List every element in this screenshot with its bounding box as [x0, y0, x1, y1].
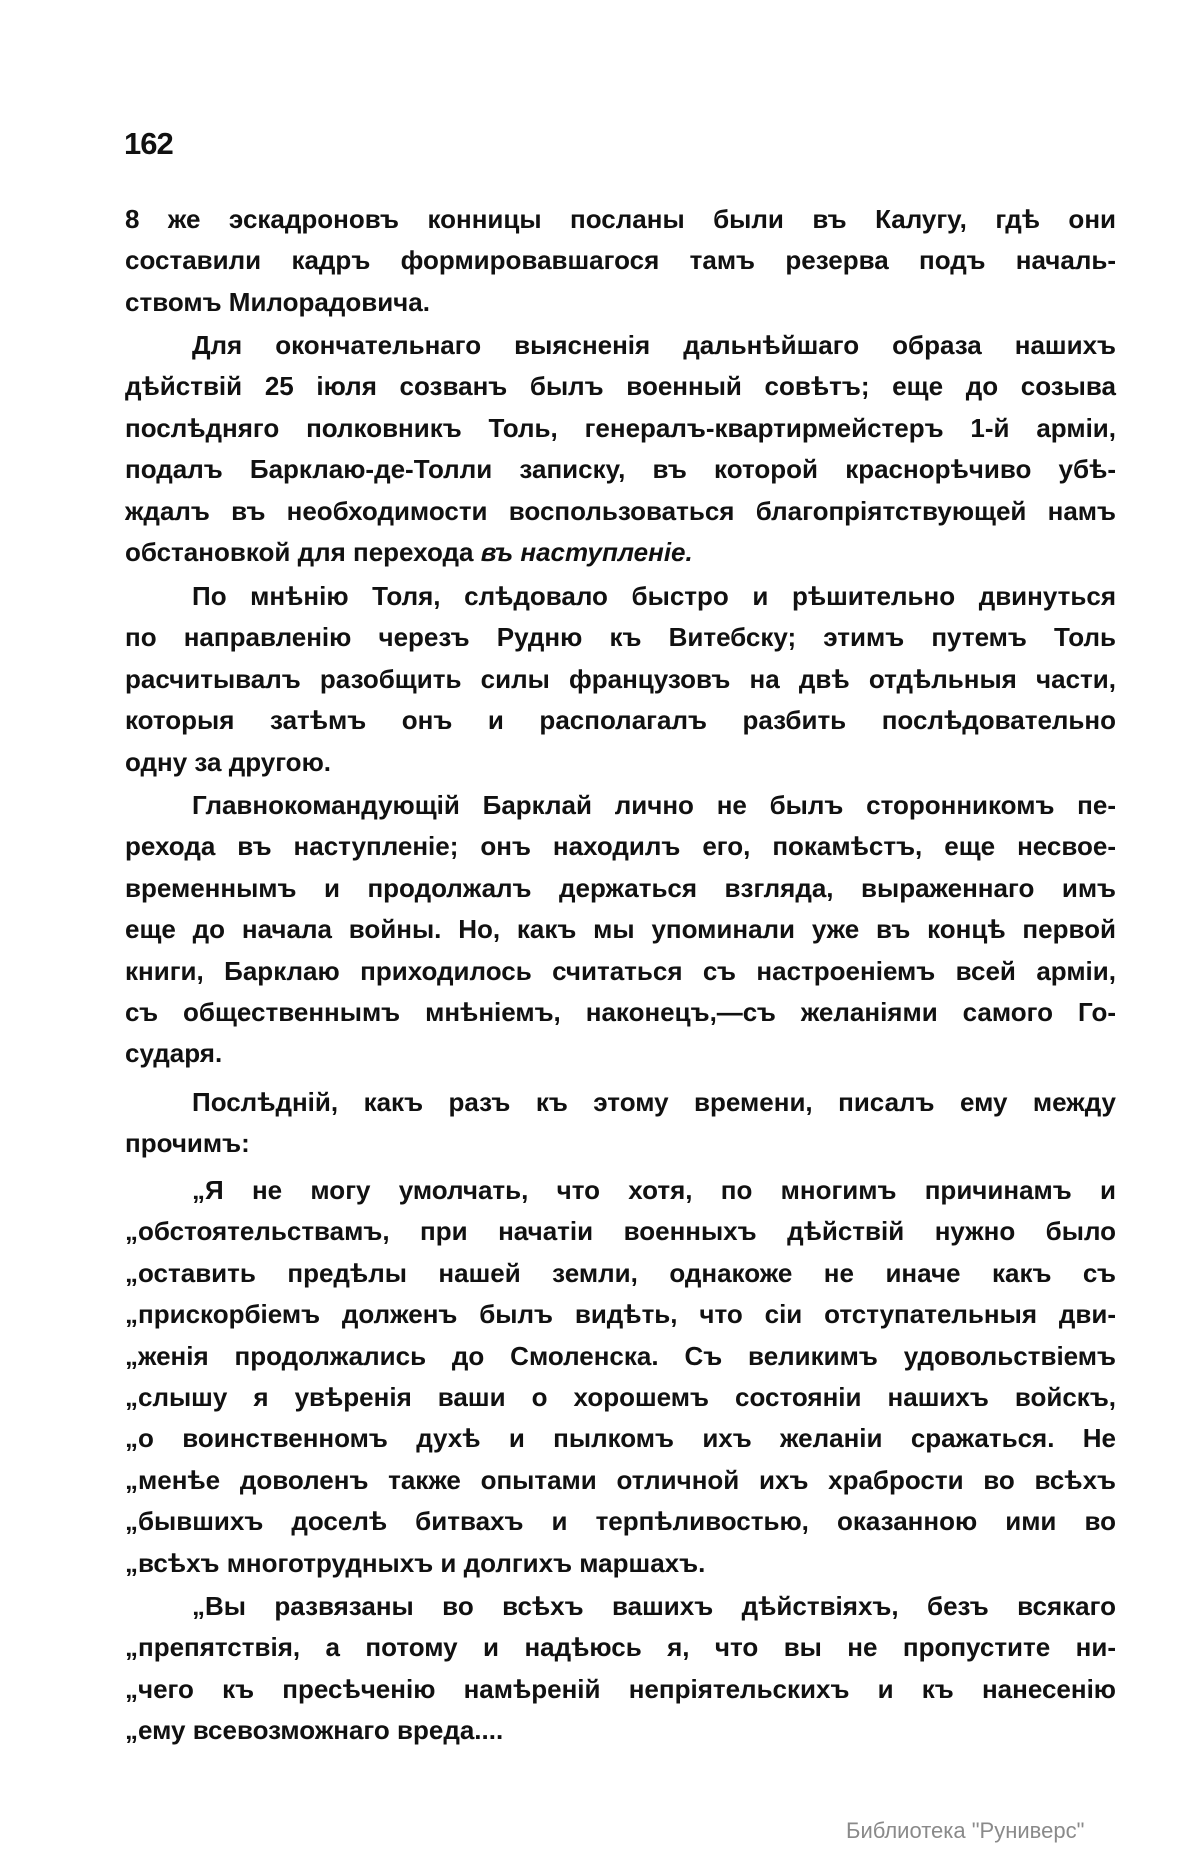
text-line	[125, 1033, 1116, 1074]
page-number: 162	[124, 126, 173, 161]
line-text: подалъ Барклаю-де-Толли записку, въ которой краснорѣчиво убѣ-	[125, 454, 1116, 485]
text-line	[125, 1211, 1116, 1252]
text-line	[125, 240, 1116, 281]
text-line	[125, 868, 1116, 909]
text-line	[125, 659, 1116, 700]
line-text: составили кадръ формировавшагося тамъ резерва подъ началь-	[125, 245, 1116, 276]
line-text: которыя затѣмъ онъ и располагалъ разбить послѣдовательно	[125, 705, 1116, 736]
line-text: Послѣдній, какъ разъ къ этому времени, писалъ ему между	[192, 1087, 1116, 1117]
paragraph	[125, 576, 1116, 783]
line-text: сударя.	[125, 1038, 223, 1069]
line-text: ждалъ въ необходимости воспользоваться благопріятствующей намъ	[125, 495, 1116, 526]
paragraph	[125, 325, 1116, 573]
line-text: „Вы развязаны во всѣхъ вашихъ дѣйствіяхъ, безъ всякаго	[192, 1591, 1116, 1621]
paragraph	[125, 1170, 1116, 1584]
text-line	[125, 366, 1116, 407]
text-line	[125, 325, 1116, 366]
line-text: по направленію черезъ Рудню къ Витебску; этимъ путемъ Толь	[125, 622, 1116, 653]
line-text: „бывшихъ доселѣ битвахъ и терпѣливостью, оказанною ими во	[125, 1506, 1116, 1537]
text-line	[125, 199, 1116, 240]
text-line	[125, 1460, 1116, 1501]
text-line	[125, 1710, 1116, 1751]
text-line	[125, 1669, 1116, 1710]
line-text: „о воинственномъ духѣ и пылкомъ ихъ желаніи сражаться. Не	[125, 1423, 1116, 1454]
text-line	[125, 785, 1116, 826]
line-text: книги, Барклаю приходилось считаться съ настроеніемъ всей арміи,	[125, 955, 1116, 986]
text-line	[125, 1501, 1116, 1542]
line-text: Главнокомандующій Барклай лично не былъ сторонникомъ пе-	[192, 790, 1116, 820]
text-line	[125, 1543, 1116, 1584]
text-line	[125, 408, 1116, 449]
line-text: обстановкой для перехода	[125, 536, 474, 567]
line-text: „женія продолжались до Смоленска. Съ великимъ удовольствіемъ	[125, 1340, 1116, 1371]
text-line	[125, 1336, 1116, 1377]
text-line	[125, 1170, 1116, 1211]
text-line	[125, 826, 1116, 867]
line-text: „всѣхъ многотрудныхъ и долгихъ маршахъ.	[125, 1547, 706, 1578]
text-line	[125, 1294, 1116, 1335]
text-line	[125, 909, 1116, 950]
text-line	[125, 532, 1116, 573]
line-text: „ему всевозможнаго вреда....	[125, 1715, 504, 1746]
line-text: послѣдняго полковникъ Толь, генералъ-квартирмейстеръ 1-й арміи,	[125, 412, 1116, 443]
text-line	[125, 1082, 1116, 1123]
line-text: „Я не могу умолчать, что хотя, по многимъ причинамъ и	[192, 1175, 1116, 1205]
line-text: „препятствія, а потому и надѣюсь я, что вы не пропустите ни-	[125, 1632, 1116, 1663]
line-text: расчитывалъ разобщить силы французовъ на двѣ отдѣльныя части,	[125, 663, 1116, 694]
text-line	[125, 1586, 1116, 1627]
line-text: съ общественнымъ мнѣніемъ, наконецъ,—съ желаніями самого Го-	[125, 996, 1116, 1027]
line-text: „прискорбіемъ долженъ былъ видѣть, что сіи отступательныя дви-	[125, 1299, 1116, 1330]
text-line	[125, 992, 1116, 1033]
text-line	[125, 742, 1116, 783]
line-text: прочимъ:	[125, 1128, 250, 1159]
line-text: одну за другою.	[125, 746, 331, 777]
line-text: временнымъ и продолжалъ держаться взгляда, выраженнаго имъ	[125, 872, 1116, 903]
line-text: „обстоятельствамъ, при начатіи военныхъ дѣйствій нужно было	[125, 1216, 1116, 1247]
paragraph	[125, 1586, 1116, 1752]
text-line	[125, 1377, 1116, 1418]
text-line	[125, 1627, 1116, 1668]
text-line	[125, 1253, 1116, 1294]
text-line	[125, 1123, 1116, 1164]
line-text: ствомъ Милорадовича.	[125, 286, 430, 317]
text-line	[125, 700, 1116, 741]
line-text: „менѣе доволенъ также опытами отличной ихъ храбрости во всѣхъ	[125, 1464, 1116, 1495]
text-line	[125, 1418, 1116, 1459]
italic-phrase: въ наступленіе.	[480, 536, 693, 567]
line-text: еще до начала войны. Но, какъ мы упоминали уже въ концѣ первой	[125, 914, 1116, 945]
text-line	[125, 282, 1116, 323]
text-line	[125, 491, 1116, 532]
line-text: По мнѣнію Толя, слѣдовало быстро и рѣшительно двинуться	[192, 581, 1116, 611]
paragraph	[125, 1082, 1116, 1165]
library-watermark: Библиотека "Руниверс"	[846, 1818, 1085, 1843]
text-line	[125, 617, 1116, 658]
line-text: Для окончательнаго выясненія дальнѣйшаго образа нашихъ	[192, 330, 1116, 360]
line-text: рехода въ наступленіе; онъ находилъ его, покамѣстъ, еще несвое-	[125, 831, 1116, 862]
paragraph	[125, 199, 1116, 323]
text-line	[125, 576, 1116, 617]
paragraph	[125, 785, 1116, 1075]
line-text: дѣйствій 25 іюля созванъ былъ военный совѣтъ; еще до созыва	[125, 371, 1116, 402]
line-text: „оставить предѣлы нашей земли, однакоже не иначе какъ съ	[125, 1257, 1116, 1288]
text-line	[125, 951, 1116, 992]
text-line	[125, 449, 1116, 490]
line-text: „чего къ пресѣченію намѣреній непріятельскихъ и къ нанесенію	[125, 1673, 1116, 1704]
line-text: 8 же эскадроновъ конницы посланы были въ Калугу, гдѣ они	[125, 204, 1116, 234]
line-text: „слышу я увѣренія ваши о хорошемъ состояніи нашихъ войскъ,	[125, 1381, 1116, 1412]
